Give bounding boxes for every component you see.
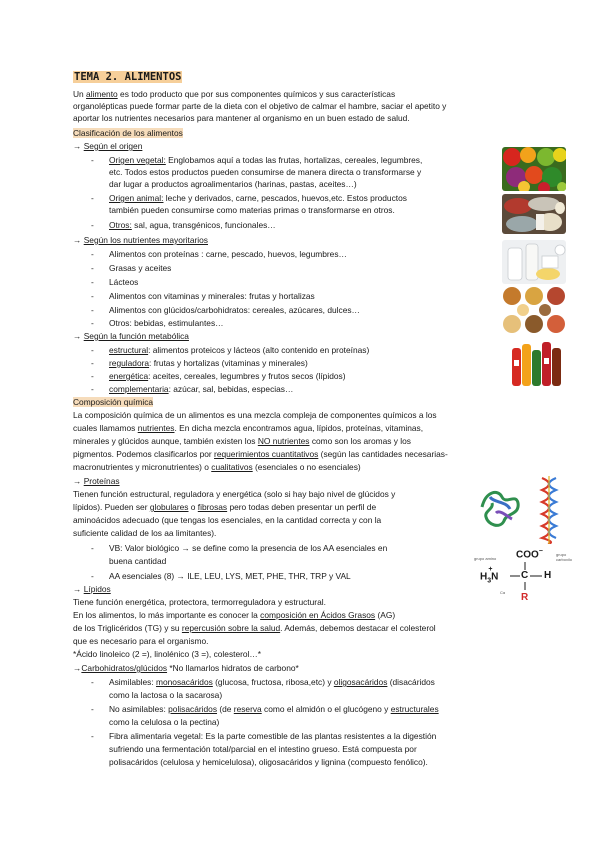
lipidos-line-1: Tiene función energética, protectora, termorreguladora y estructural.: [73, 597, 326, 607]
globular-protein-image: [476, 483, 524, 531]
subheading-proteinas: → Proteínas: [73, 476, 120, 486]
asimilables-line-2: como la lactosa o la sacarosa): [109, 690, 223, 700]
amino-label: grupo amino: [474, 556, 497, 561]
proteinas-line-1: Tienen función estructural, reguladora y energética (solo si hay bajo nivel de glúcidos y: [73, 489, 396, 499]
intro-line-2: organolépticas puede formar parte de la dieta con el objetivo de calmar el hambre, saciar el apetito y: [73, 101, 447, 111]
page-title: TEMA 2. ALIMENTOS: [74, 71, 182, 83]
section-heading-composicion: Composición química: [73, 397, 154, 407]
hydrogen-atom: H: [544, 570, 552, 581]
nutrientes-item: Alimentos con proteínas : carne, pescado, huevos, legumbres…: [109, 249, 347, 259]
dairy-image: [502, 240, 566, 284]
subheading-funcion: → Según la función metabólica: [73, 331, 189, 341]
bullet-dash: -: [91, 677, 94, 687]
composicion-line-1: La composición química de un alimentos es una mezcla compleja de componentes químicos a los: [73, 410, 437, 420]
bullet-dash: -: [91, 155, 94, 165]
funcion-item: estructural: alimentos proteicos y lácteos (alto contenido en proteínas): [109, 345, 370, 355]
intro-line-1: Un alimento es todo producto que por sus componentes químicos y sus características: [73, 89, 396, 99]
bullet-dash: -: [91, 371, 94, 381]
alpha-carbon-label: Cα: [500, 590, 506, 595]
subheading-carbohidratos: →Carbohidratos/glúcidos *No llamarlos hidratos de carbono*: [73, 663, 299, 673]
lipidos-line-4: que es necesario para el organismo.: [73, 636, 209, 646]
vegetables-image: [502, 147, 566, 191]
nutrientes-item: Alimentos con glúcidos/carbohidratos: cereales, azúcares, dulces…: [109, 305, 360, 315]
aa-esenciales-line: AA esenciales (8) → ILE, LEU, LYS, MET, PHE, THR, TRP y VAL: [109, 571, 351, 581]
amino-acid-formula: [474, 546, 574, 610]
bullet-dash: -: [91, 571, 94, 581]
carboxyl-label: grupo carboxilo: [556, 552, 573, 562]
composicion-line-2: cuales llamamos nutrientes. En dicha mezcla encontramos agua, lípidos, proteínas, vitaminas,: [73, 423, 424, 433]
r-group: R: [521, 592, 529, 603]
proteinas-line-4: suficiente calidad de los aa limitantes).: [73, 528, 217, 538]
no-asimilables-line-1: No asimilables: polisacáridos (de reserva como el almidón o el glucógeno y estructurales: [109, 704, 439, 714]
bullet-dash: -: [91, 305, 94, 315]
vb-line-1: VB: Valor biológico → se define como la presencia de los AA esenciales en: [109, 543, 388, 553]
origen-vegetal-line-3: dar lugar a productos agroalimentarios (harinas, pastas, aceites…): [109, 179, 357, 189]
no-asimilables-line-2: como la celulosa o la pectina): [109, 717, 220, 727]
subheading-lipidos: → Lípidos: [73, 584, 111, 594]
section-heading-clasificacion: Clasificación de los alimentos: [73, 128, 183, 138]
origen-animal-line-2: también pueden consumirse como materias primas o transformarse en otros.: [109, 205, 395, 215]
nutrientes-item: Alimentos con vitaminas y minerales: frutas y hortalizas: [109, 291, 315, 301]
bullet-dash: -: [91, 318, 94, 328]
alimento-term: alimento: [86, 89, 118, 99]
composicion-line-5: macronutrientes y micronutrientes) o cualitativos (esenciales o no esenciales): [73, 462, 361, 472]
animal-products-image: [502, 194, 566, 234]
origen-vegetal-line-2: etc. Todos estos productos pueden consumirse de manera directa o transformarse y: [109, 167, 422, 177]
bullet-dash: -: [91, 220, 94, 230]
composicion-line-4: pigmentos. Podemos clasificarlos por requerimientos cuantitativos (según las cantidades necesarias-: [73, 449, 448, 459]
origen-otros-line: Otros: sal, agua, transgénicos, funcionales…: [109, 220, 276, 230]
funcion-item: energética: aceites, cereales, legumbres y frutos secos (lípidos): [109, 371, 346, 381]
beverages-image: [510, 338, 564, 388]
bullet-dash: -: [91, 543, 94, 553]
bullet-dash: -: [91, 731, 94, 741]
fibra-line-3: polisacáridos (celulosa y hemicelulosa), oligosacáridos y lignina (compuesto fenólico).: [109, 757, 428, 767]
bullet-dash: -: [91, 249, 94, 259]
fibra-line-2: sufriendo una fermentación total/parcial en el intestino grueso. Está compuesta por: [109, 744, 417, 754]
origen-animal-line-1: Origen animal: leche y derivados, carne, pescados, huevos,etc. Estos productos: [109, 193, 407, 203]
lipidos-line-2: En los alimentos, lo más importante es conocer la composición en Ácidos Grasos (AG): [73, 610, 396, 620]
funcion-item: reguladora: frutas y hortalizas (vitaminas y minerales): [109, 358, 308, 368]
subheading-origen: → Según el origen: [73, 141, 143, 151]
proteinas-line-2: lípidos). Pueden ser globulares o fibrosas pero todas deben presentar un perfil de: [73, 502, 377, 512]
lipidos-line-5: *Ácido linoleico (2 =), linolénico (3 =), colesterol…*: [73, 649, 262, 659]
fibrous-protein-image: [538, 476, 560, 544]
subheading-nutrientes: → Según los nutrientes mayoritarios: [73, 235, 208, 245]
fibra-line-1: Fibra alimentaria vegetal: Es la parte comestible de las plantas resistentes a la digestión: [109, 731, 437, 741]
nutrientes-item: Lácteos: [109, 277, 139, 287]
bullet-dash: -: [91, 345, 94, 355]
proteinas-line-3: aminoácidos adecuado (que tengas los esenciales, en la cantidad correcta y con la: [73, 515, 382, 525]
nutrientes-item: Otros: bebidas, estimulantes…: [109, 318, 224, 328]
nutrientes-item: Grasas y aceites: [109, 263, 172, 273]
bullet-dash: -: [91, 704, 94, 714]
origen-vegetal-line-1: Origen vegetal: Englobamos aquí a todas las frutas, hortalizas, cereales, legumbres,: [109, 155, 423, 165]
alpha-carbon: C: [521, 570, 529, 581]
lipidos-line-3: de los Triglicéridos (TG) y su repercusión sobre la salud. Además, debemos destacar el colesterol: [73, 623, 436, 633]
composicion-line-3: minerales y glúcidos aunque, también existen los NO nutrientes como son los aromas y los: [73, 436, 411, 446]
bullet-dash: -: [91, 263, 94, 273]
bullet-dash: -: [91, 291, 94, 301]
funcion-item: complementaria: azúcar, sal, bebidas, especias…: [109, 384, 294, 394]
bullet-dash: -: [91, 384, 94, 394]
asimilables-line-1: Asimilables: monosacáridos (glucosa, fructosa, ribosa,etc) y oligosacáridos (disacáridos: [109, 677, 435, 687]
carboxyl-group: COO−: [516, 548, 543, 561]
bullet-dash: -: [91, 358, 94, 368]
bullet-dash: -: [91, 193, 94, 203]
vb-line-2: buena cantidad: [109, 556, 167, 566]
intro-line-3: aportar los nutrientes necesarios para mantener al organismo en un buen estado de salud.: [73, 113, 410, 123]
amino-group: $H_3N^+$: [480, 566, 499, 585]
food-groups-image: [502, 286, 566, 334]
bullet-dash: -: [91, 277, 94, 287]
